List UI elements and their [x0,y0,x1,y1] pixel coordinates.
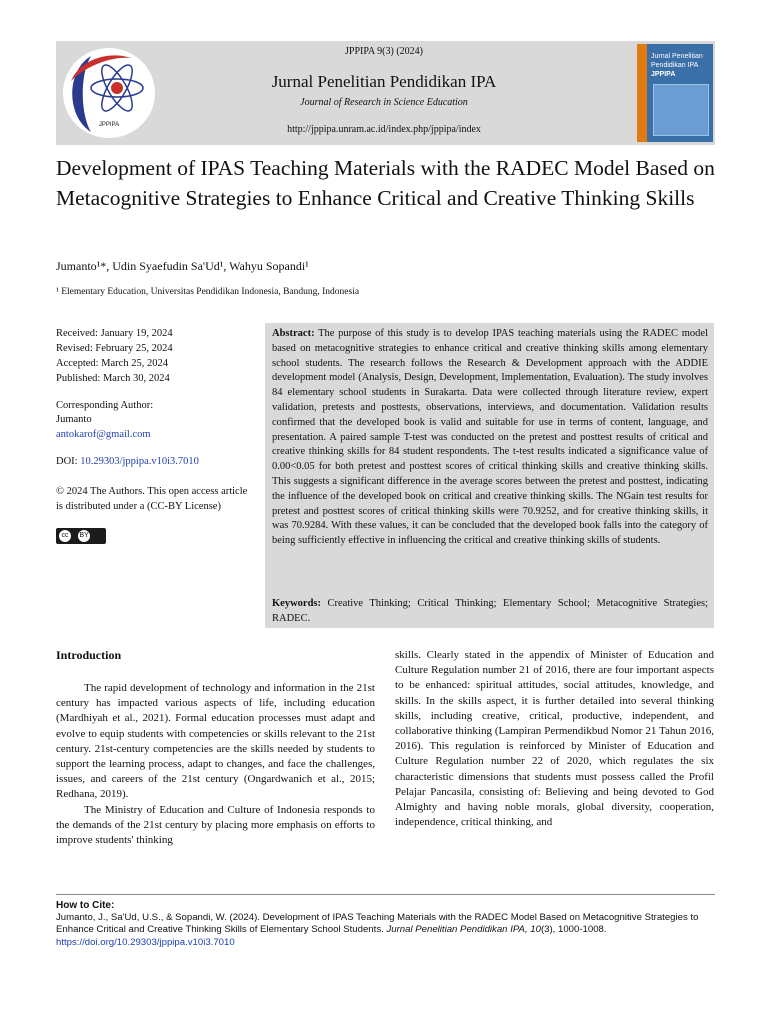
abstract-label: Abstract: [272,328,315,339]
date-accepted: Accepted: March 25, 2024 [56,358,168,369]
section-heading-introduction: Introduction [56,648,122,662]
paragraph: The rapid development of technology and information in the 21st century has impacted various aspects of life, including education (Mardhiyah et al., 2021). Formal education processes must adapt and evolve to equip students with competencies or skills relevant to the 21st century. 21st-century competencies are the skills needed by students to support the learning process, adapt to changes, and face the challenges, issues, and careers of the 21st century (Ongardwanich et al., 2015; Redhana, 2019). [56,682,375,801]
article-authors: Jumanto¹*, Udin Syaefudin Sa'Ud¹, Wahyu Sopandi¹ [56,259,309,273]
logo-text: JPPIPA [98,122,120,128]
article-affiliation: ¹ Elementary Education, Universitas Pendidikan Indonesia, Bandung, Indonesia [56,287,360,297]
doi-link[interactable]: 10.29303/jppipa.v10i3.7010 [80,456,199,467]
paragraph: The Ministry of Education and Culture of Indonesia responds to the demands of the 21st century by placing more emphasis on efforts to improve students' thinking [56,803,375,847]
corresponding-name: Jumanto [56,414,92,425]
journal-volume: JPPIPA 9(3) (2024) [345,46,423,57]
citation-journal: Jurnal Penelitian Pendidikan IPA, 10 [386,924,541,936]
citation-issue: (3), 1000-1008. [540,924,607,936]
date-received: Received: January 19, 2024 [56,328,173,339]
journal-name: Jurnal Penelitian Pendidikan IPA [271,72,497,91]
body-column-right [395,648,714,830]
paragraph: skills. Clearly stated in the appendix of Minister of Education and Culture Regulation number 21 of 2016, there are four important aspects to be enhanced: spiritual attitudes, social attitudes, knowledge, and skills. In the skills aspect, it is further detailed into several thinking skills, including creative, critical, productive, independent, and collaborative thinking (Lampiran Permendikbud Nomor 21 Tahun 2016, 2016). This regulation is reinforced by Minister of Education and Culture Regulation number 22 of 2020, which regulates the six characteristic dimensions that students must possess called the Profil Pelajar Pancasila, consisting of: Believing and being devoted to God Almighty and having noble morals, global diversity, cooperation, independence, critical thinking, and [395,649,714,829]
date-published: Published: March 30, 2024 [56,373,170,384]
cc-by-badge[interactable] [56,528,106,544]
journal-subtitle: Journal of Research in Science Education [300,97,468,108]
keywords-text: Creative Thinking; Critical Thinking; Elementary School; Metacognitive Strategies; RADEC. [272,598,708,624]
how-to-cite [56,912,716,949]
date-revised: Revised: February 25, 2024 [56,343,173,354]
abstract-text: The purpose of this study is to develop IPAS teaching materials using the RADEC model based on metacognitive strategies to enhance critical and creative thinking skills among elementary school students. The research follows the Research & Development approach with the ADDIE development model (Analysis, Design, Development, Implementation, Evaluation). The study involves 84 elementary school students in Surakarta. Data were collected through literature review, expert validation, pretests and posttests, observations, interviews, and documentation. Validation results confirmed that the developed book is valid and suitable for use in terms of content, language, and presentation. A paired sample T-test was conducted on the pretest and posttest results of critical and creative thinking skills for 84 student respondents. The t-test results indicated a significance value of 0.00<0.05 for both pretest and posttest scores of critical thinking skills and creative thinking skills. This suggests a significant difference in the average scores between the pretest and posttest, indicating the influence of the developed book on critical and creative thinking skills. The NGain test results for pretest and posttest scores of critical thinking skills were 70.9252, and for creative thinking skills, it was 70.9284. With these values, it can be concluded that the developed book falls into the category of being sufficiently effective in influencing the critical and creative thinking skills of students. [272,328,709,547]
article-title: Development of IPAS Teaching Materials with the RADEC Model Based on Metacognitive Strategies to Enhance Critical and Creative Thinking Skills [56,156,715,210]
keywords-label: Keywords: [272,598,321,609]
corresponding-label: Corresponding Author: [56,400,154,411]
cover-title: Jurnal Penelitian Pendidikan IPA JPPIPA [651,53,703,78]
doi-label: DOI: [56,456,81,467]
body-column-left [56,681,375,848]
footer-divider [56,894,715,895]
citation-text: Jumanto, J., Sa'Ud, U.S., & Sopandi, W. (2024). Development of IPAS Teaching Materials with the RADEC Model Based on Metacognitive Strategies to Enhance Critical and Creative Thinking Skills of Elementary School Students. [56,912,699,936]
corresponding-email[interactable]: antokarof@gmail.com [56,429,151,440]
journal-url[interactable]: http://jppipa.unram.ac.id/index.php/jppipa/index [287,124,481,135]
how-to-cite-heading: How to Cite: [56,900,115,911]
license-text: © 2024 The Authors. This open access article is distributed under a (CC-BY License) [56,486,248,512]
keywords [272,597,708,627]
citation-doi-link[interactable]: https://doi.org/10.29303/jppipa.v10i3.7010 [56,936,235,948]
abstract [272,327,708,549]
by-icon: BY [78,530,90,542]
doi-line [56,454,199,469]
cc-icon: cc [59,530,71,542]
